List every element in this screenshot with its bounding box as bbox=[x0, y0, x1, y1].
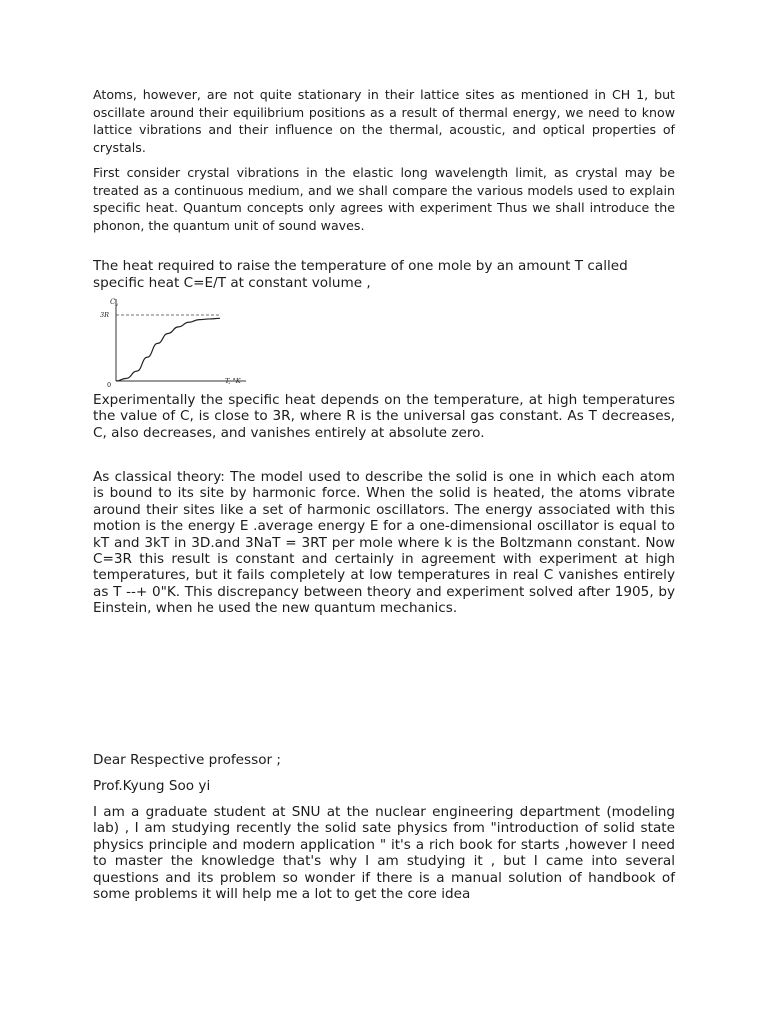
x-axis-label: T, °K bbox=[225, 377, 241, 385]
reference-label-3r: 3R bbox=[100, 311, 110, 319]
paragraph-atoms-oscillate: Atoms, however, are not quite stationary in their lattice sites as mentioned in CH 1, but oscillate around their equilibrium positions as a result of thermal energy, we need to know lattice vibrations and their influence on the thermal, acoustic, and optical properties of crystals. bbox=[93, 87, 675, 155]
letter-recipient: Prof.Kyung Soo yi bbox=[93, 778, 211, 794]
letter-salutation: Dear Respective professor ; bbox=[93, 752, 282, 768]
specific-heat-graph bbox=[96, 295, 256, 391]
y-axis-label: $C_v$ bbox=[110, 298, 119, 308]
specific-heat-curve bbox=[116, 318, 220, 381]
paragraph-classical-theory: As classical theory: The model used to describe the solid is one in which each atom is bound to its site by harmonic force. When the solid is heated, the atoms vibrate around their sites like a set of harmonic oscillators. The energy associated with this motion is the energy E .average energy E for a one-dimensional oscillator is equal to kT and 3kT in 3D.and 3NaT = 3RT per mole where k is the Boltzmann constant. Now C=3R this result is constant and certainly in agreement with experiment at high temperatures, but it fails completely at low temperatures in real C vanishes entirely as T --+ 0"K. This discrepancy between theory and experiment solved after 1905, by Einstein, when he used the new quantum mechanics. bbox=[93, 469, 675, 617]
letter-body: I am a graduate student at SNU at the nuclear engineering department (modeling lab) , I am studying recently the solid sate physics from "introduction of solid state physics principle and modern application " it's a rich book for starts ,however I need to master the knowledge that's why I am studying it , but I came into several questions and its problem so wonder if there is a manual solution of handbook of some problems it will help me a lot to get the core idea bbox=[93, 804, 675, 903]
y-axis-label-subscript: v bbox=[115, 302, 119, 308]
paragraph-experimental-specific-heat: Experimentally the specific heat depends on the temperature, at high temperatures the value of C, is close to 3R, where R is the universal gas constant. As T decreases, C, also decreases, and vanishes entirely at absolute zero. bbox=[93, 392, 675, 441]
paragraph-crystal-vibrations: First consider crystal vibrations in the elastic long wavelength limit, as crystal may be treated as a continuous medium, and we shall compare the various models used to explain specific heat. Quantum concepts only agrees with experiment Thus we shall introduce the phonon, the quantum unit of sound waves. bbox=[93, 165, 675, 233]
origin-label: 0 bbox=[107, 381, 112, 389]
paragraph-specific-heat-definition: The heat required to raise the temperature of one mole by an amount T called specific heat C=E/T at constant volume , bbox=[93, 258, 628, 291]
